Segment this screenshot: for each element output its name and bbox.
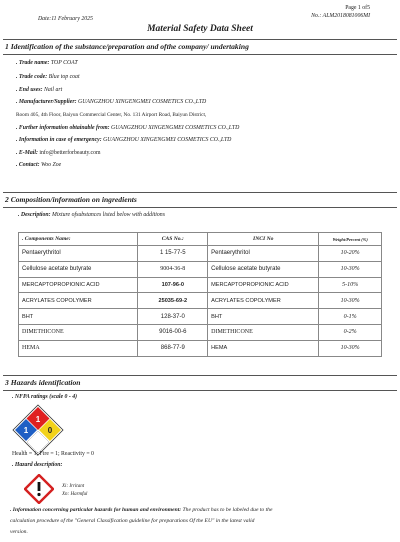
divider [3,390,397,391]
inci-name: DIMETHICONE [208,324,319,340]
table-row [19,340,382,356]
weight-percent: 10-30% [319,293,382,309]
cas-number: 1 15-77-5 [138,246,208,262]
inci-name: Cellulose acetate butyrate [208,261,319,277]
description-label: . Description: [18,212,51,218]
weight-percent: 10-20% [319,246,382,262]
email-label: . E-Mail: [16,150,38,156]
col-weight: Weight/Percent (%) [319,233,382,246]
table-row [19,246,382,262]
cas-number: 107-96-0 [138,277,208,293]
manufacturer-row [16,99,206,105]
description-value: Mixture ofsubstances listed below with additions [51,212,165,218]
ingredients-table [18,232,382,357]
table-header-row [19,233,382,246]
table-row [19,309,382,325]
description-row [18,212,165,218]
cas-number: 868-77-9 [138,340,208,356]
component-name: MERCAPTOPROPIONIC ACID [19,277,138,293]
col-components: . Components Name: [19,233,138,246]
contact-row [16,162,61,168]
further-info-value: GUANGZHOU XINGENGMEI COSMETICS CO.,LTD [111,125,240,131]
col-inci: INCI No [208,233,319,246]
component-name: Cellulose acetate butyrate [19,261,138,277]
end-uses-row [16,87,62,93]
xi-irritant: Xi: Irritant [62,484,85,489]
nfpa-reactivity-value: 0 [47,426,53,435]
xn-harmful: Xn: Harmful [62,492,88,497]
emergency-value: GUANGZHOU XINGENGMEI COSMETICS CO.,LTD [103,137,232,143]
trade-code-row [16,74,80,80]
divider [3,375,397,376]
inci-name: BHT [208,309,319,325]
contact-label: . Contact: [16,162,40,168]
page-header-right [311,4,370,20]
cas-number: 9004-36-8 [138,261,208,277]
trade-name-label: . Trade name: [16,60,50,66]
particular-hazards-text-3: version. [10,529,28,535]
nfpa-diamond-icon [12,404,64,456]
document-date: Date:11 February 2025 [38,16,93,22]
component-name: BHT [19,309,138,325]
emergency-row [16,137,231,143]
trade-code-label: . Trade code: [16,74,48,80]
hazard-description-label-text: . Hazard description: [12,462,63,468]
weight-percent: 10-30% [319,261,382,277]
weight-percent: 0-2% [319,324,382,340]
particular-hazards-row [10,507,272,513]
component-name: HEMA [19,340,138,356]
page-title: Material Safety Data Sheet [147,24,253,34]
section3-heading: 3 Hazards identification [5,378,81,387]
trade-name-row [16,60,78,66]
address: Room 405, 4th Floor, Baiyun Commercial Center, No. 131 Airport Road, Baiyun District, [16,112,207,118]
further-info-row [16,125,239,131]
email-value[interactable]: info@betterforbeauty.com [39,150,101,156]
inci-name: MERCAPTOPROPIONIC ACID [208,277,319,293]
particular-hazards-text-1: The product has to be labeled due to the [182,507,273,513]
page-number: Page 1 of5 [345,5,370,11]
section2-heading: 2 Composition/information on ingredients [5,195,137,204]
hazard-description-label [12,462,62,468]
divider [3,39,397,40]
particular-hazards-text-2: calculation procedure of the "General Classification guideline for preparations Of the EU" in the latest valid [10,518,255,524]
cas-number: 128-37-0 [138,309,208,325]
weight-percent: 10-30% [319,340,382,356]
section1-heading: 1 Identification of the substance/preparation and ofthe company/ undertaking [5,42,249,51]
email-row [16,150,101,156]
inci-name: ACRYLATES COPOLYMER [208,293,319,309]
further-info-label: . Further information obtainable from: [16,125,110,131]
divider [3,54,397,55]
table-row [19,277,382,293]
weight-percent: 5-10% [319,277,382,293]
end-uses-label: . End uses: [16,87,43,93]
exclamation-hazard-icon [24,474,54,504]
inci-name: HEMA [208,340,319,356]
nfpa-health-value: 1 [23,426,29,435]
emergency-label: . Information in case of emergency: [16,137,102,143]
inci-name: Pentaerythritol [208,246,319,262]
component-name: ACRYLATES COPOLYMER [19,293,138,309]
component-name: DIMETHICONE [19,324,138,340]
particular-hazards-label: . Information concerning particular hazards for human and environment: [10,507,182,513]
nfpa-label [12,394,77,400]
nfpa-fire-value: 1 [35,415,41,424]
divider [3,207,397,208]
contact-value: Woo Zoe [40,162,62,168]
component-name: Pentaerythritol [19,246,138,262]
table-row [19,324,382,340]
divider [3,192,397,193]
nfpa-summary: Health = 1; Fire = 1; Reactivity = 0 [12,451,94,457]
cas-number: 25035-69-2 [138,293,208,309]
col-cas: CAS No.: [138,233,208,246]
manufacturer-value: GUANGZHOU XINGENGMEI COSMETICS CO.,LTD [78,99,207,105]
document-number: No.: ALM2018081006MI [311,13,370,19]
nfpa-label-text: . NFPA ratings (scale 0 - 4) [12,394,78,400]
table-row [19,261,382,277]
cas-number: 9016-00-6 [138,324,208,340]
manufacturer-label: . Manufacturer/Supplier: [16,99,77,105]
table-row [19,293,382,309]
trade-code-value: Blue top coat [48,74,80,80]
weight-percent: 0-1% [319,309,382,325]
trade-name-value: TOP COAT [50,60,78,66]
end-uses-value: Nail art [44,87,63,93]
